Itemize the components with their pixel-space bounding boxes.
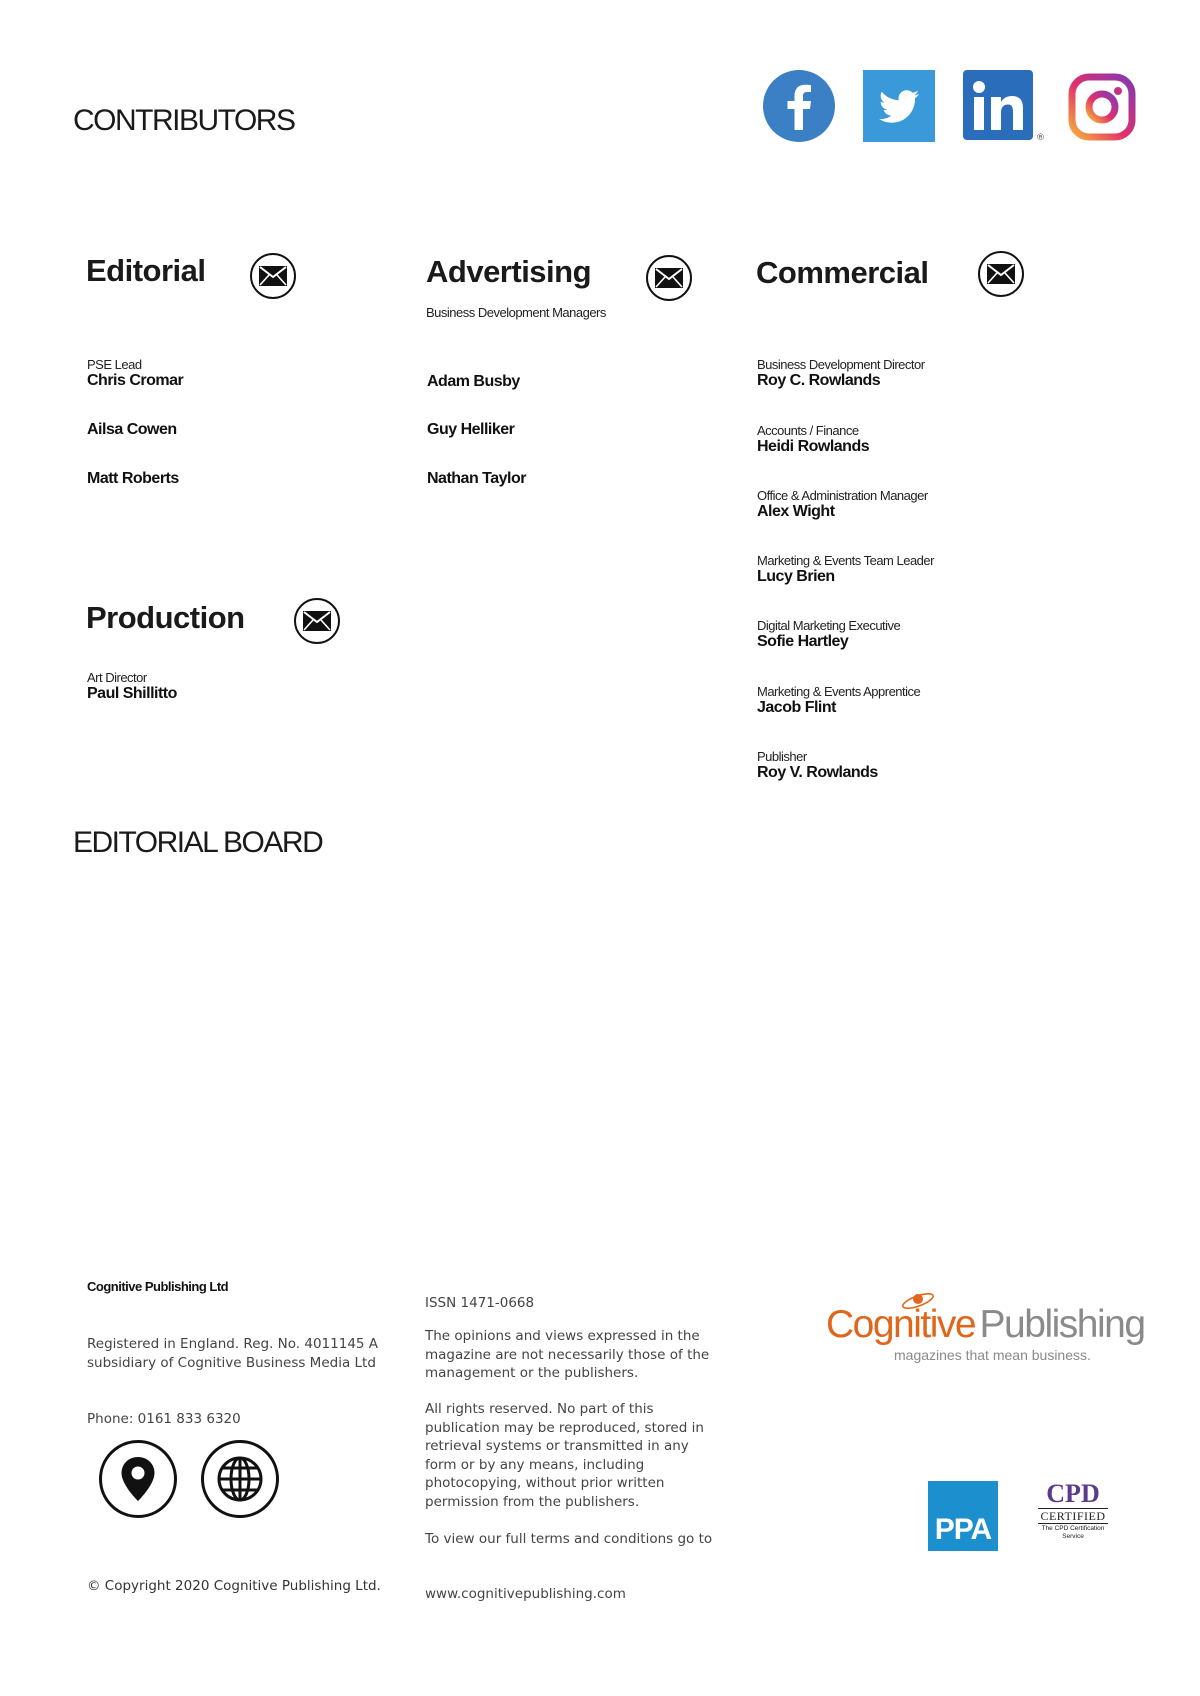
commercial-person (757, 619, 900, 650)
person-name: Adam Busby (427, 373, 520, 390)
editorial-title: Editorial (86, 253, 206, 288)
person-name: Paul Shillitto (87, 685, 177, 702)
person-role: PSE Lead (87, 357, 142, 372)
person-name: Lucy Brien (757, 568, 835, 585)
registration-text: Registered in England. Reg. No. 4011145 A subsidiary of Cognitive Business Media Ltd (87, 1336, 379, 1371)
editorial-mail-icon[interactable] (250, 253, 296, 299)
production-title: Production (86, 600, 245, 635)
publishing-wordmark: Publishing (979, 1303, 1145, 1346)
person-name: Roy V. Rowlands (757, 764, 878, 781)
person-name: Roy C. Rowlands (757, 372, 881, 389)
cognitive-publishing-logo (826, 1285, 1145, 1365)
editorial-person (87, 358, 183, 389)
copyright-text: © Copyright 2020 Cognitive Publishing Ltd. (87, 1578, 381, 1594)
person-name: Heidi Rowlands (757, 438, 870, 455)
commercial-person (757, 424, 869, 455)
person-name: Ailsa Cowen (87, 421, 177, 438)
person-name: Jacob Flint (757, 699, 836, 716)
cpd-certified-logo (1034, 1480, 1112, 1554)
person-role: Publisher (757, 749, 807, 764)
advertising-title: Advertising (426, 254, 592, 289)
person-name: Nathan Taylor (427, 470, 526, 487)
person-role: Office & Administration Manager (757, 488, 928, 503)
twitter-icon[interactable] (863, 70, 935, 142)
commercial-person (757, 750, 878, 781)
facebook-icon[interactable] (763, 70, 835, 142)
person-name: Chris Cromar (87, 372, 184, 389)
commercial-person (757, 685, 920, 716)
commercial-person (757, 358, 925, 389)
production-person (87, 671, 177, 702)
company-name: Cognitive Publishing Ltd (87, 1279, 229, 1294)
phone-text: Phone: 0161 833 6320 (87, 1411, 241, 1427)
cpd-text: CPD (1046, 1479, 1100, 1508)
logo-tagline: magazines that mean business. (894, 1347, 1091, 1363)
person-name: Sofie Hartley (757, 633, 849, 650)
cpd-sub-text: The CPD Certification Service (1041, 1525, 1105, 1540)
commercial-title: Commercial (756, 255, 929, 290)
ppa-text: PPA (934, 1513, 992, 1546)
person-name: Guy Helliker (427, 421, 515, 438)
location-pin-icon[interactable] (99, 1440, 177, 1518)
rights-text: All rights reserved. No part of this publication may be reproduced, stored in retrieval systems or transmitted in any form or by any means, including photocopying, without prior written permission from the publishers. (425, 1401, 704, 1510)
contributors-title: CONTRIBUTORS (73, 104, 295, 137)
terms-text: To view our full terms and conditions go to (425, 1531, 713, 1547)
person-name: Alex Wight (757, 503, 835, 520)
person-role: Marketing & Events Apprentice (757, 684, 921, 699)
issn-text: ISSN 1471-0668 (425, 1295, 535, 1311)
globe-icon[interactable] (201, 1440, 279, 1518)
opinions-text: The opinions and views expressed in the magazine are not necessarily those of the management or the publishers. (425, 1328, 710, 1381)
commercial-person (757, 489, 928, 520)
advertising-mail-icon[interactable] (646, 255, 692, 301)
linkedin-icon[interactable] (963, 70, 1045, 143)
commercial-mail-icon[interactable] (978, 251, 1024, 297)
ppa-logo (928, 1481, 998, 1551)
production-mail-icon[interactable] (294, 598, 340, 644)
instagram-icon[interactable] (1067, 72, 1139, 144)
person-role: Accounts / Finance (757, 423, 859, 438)
person-name: Matt Roberts (87, 470, 179, 487)
person-role: Art Director (87, 670, 147, 685)
svg-text:®: ® (1036, 133, 1045, 143)
cpd-certified-text: CERTIFIED (1038, 1508, 1108, 1524)
commercial-person (757, 554, 934, 585)
person-role: Digital Marketing Executive (757, 618, 901, 633)
person-role: Marketing & Events Team Leader (757, 553, 934, 568)
cognitive-wordmark: Cognitive (826, 1303, 976, 1346)
editorial-board-title: EDITORIAL BOARD (73, 826, 323, 859)
person-role: Business Development Director (757, 357, 925, 372)
website-link[interactable]: www.cognitivepublishing.com (425, 1586, 626, 1602)
advertising-subtitle: Business Development Managers (426, 305, 606, 320)
